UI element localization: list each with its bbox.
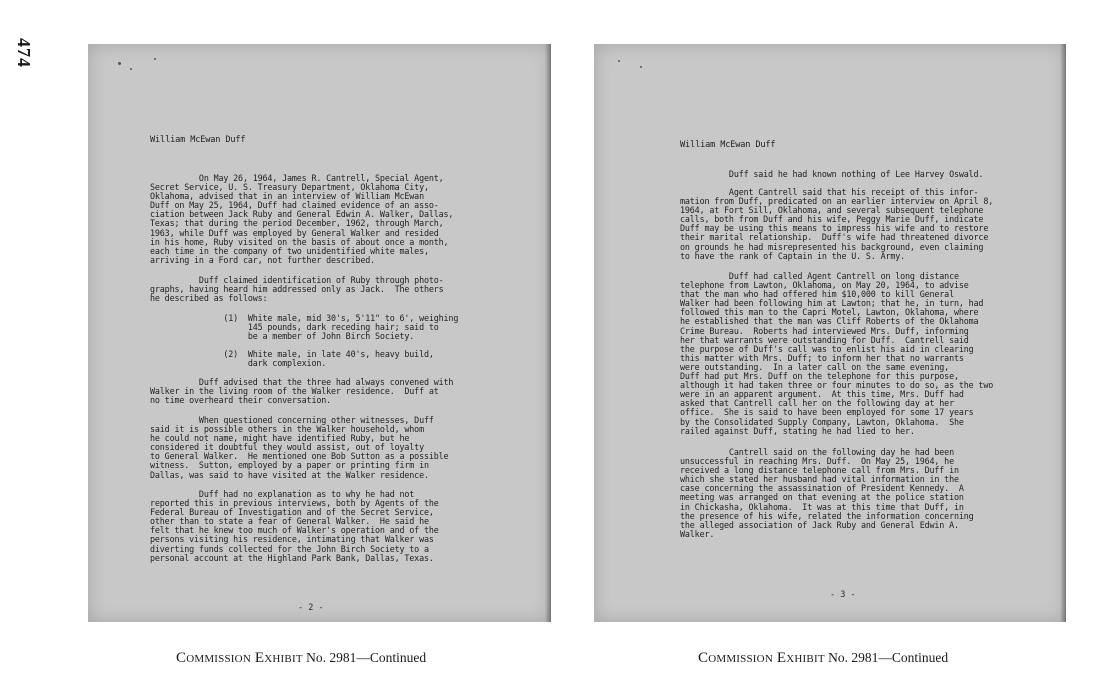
caption-prefix: Commission Exhibit	[176, 650, 303, 666]
paragraph: Duff claimed identification of Ruby through photo- graphs, having heard him addressed only as Jack. The others he described as follows:	[150, 275, 444, 304]
paragraph: When questioned concerning other witnesses, Duff said it is possible others in the Walker household, whom he could not name, might have identified Ruby, but he considered it doubtful they would assist, out of loyalty to General Walker. He mentioned one Bob Sutton as a possible witness. Sutton, employed by a paper or printing firm in Dallas, was said to have visited at the Walker residence.	[150, 415, 449, 480]
page-heading: William McEwan Duff	[150, 135, 246, 145]
scan-speck	[154, 58, 156, 60]
exhibit-caption-left	[176, 650, 426, 667]
left-document-page	[88, 44, 551, 622]
page-footer-number: - 2 -	[298, 603, 324, 613]
paragraph: Duff advised that the three had always convened with Walker in the living room of the Walker residence. Duff at no time overheard their conversation.	[150, 377, 454, 406]
exhibit-page-number: 474	[14, 38, 34, 68]
right-document-page	[594, 44, 1066, 622]
caption-suffix: No. 2981—Continued	[824, 650, 949, 665]
scan-speck	[640, 66, 642, 68]
paragraph: Agent Cantrell said that his receipt of this infor- mation from Duff, predicated on an earlier interview on April 8, 1964, at Fort Sill, Oklahoma, and several subsequent telephone calls, both from Duff and his wife, Peggy Marie Duff, indicate Duff may be using this means to impress his wife and to restore their marital relationship. Duff's wife had threatened divorce on grounds he had misrepresented his background, even claiming to have the rank of Captain in the U. S. Army.	[680, 187, 994, 261]
page-footer-number: - 3 -	[830, 590, 856, 600]
list-item: (1) White male, mid 30's, 5'11" to 6', weighing 145 pounds, dark receding hair; said to be a member of John Birch Society.	[223, 313, 459, 342]
paragraph: Cantrell said on the following day he had been unsuccessful in reaching Mrs. Duff. On May 25, 1964, he received a long distance telephone call from Mrs. Duff in which she stated her husband had vital information in the case concerning the assassination of President Kennedy. A meeting was arranged on that evening at the police station in Chickasha, Oklahoma. It was at this time that Duff, in the presence of his wife, related the information concerning the alleged association of Jack Ruby and General Edwin A. Walker.	[680, 447, 974, 539]
paragraph: Duff had called Agent Cantrell on long distance telephone from Lawton, Oklahoma, on May 20, 1964, to advise that the man who had offered him $10,000 to kill General Walker had been following him at Lawton; that he, in turn, had followed this man to the Capri Motel, Lawton, Oklahoma, where he established that the man was Cliff Roberts of the Oklahoma Crime Bureau. Roberts had interviewed Mrs. Duff, informing her that warrants were outstanding for Duff. Cantrell said the purpose of Duff's call was to enlist his aid in clearing this matter with Mrs. Duff; to inform her that no warrants were outstanding. In a later call on the same evening, Duff had put Mrs. Duff on the telephone for this purpose, although it had taken three or four minutes to do so, as the two were in an apparent argument. At this time, Mrs. Duff had asked that Cantrell call her on the following day at her office. She is said to have been employed for some 17 years by the Consolidated Supply Company, Lawton, Oklahoma. She railed against Duff, stating he had lied to her.	[680, 271, 994, 436]
scan-speck	[618, 60, 620, 62]
scan-speck	[130, 68, 132, 70]
page-heading: William McEwan Duff	[680, 140, 776, 150]
paragraph: Duff had no explanation as to why he had not reported this in previous interviews, both by Agents of the Federal Bureau of Investigation and of the Secret Service, other than to state a fear of General Walker. He said he felt that he knew too much of Walker's operation and of the persons visiting his residence, intimating that Walker was diverting funds collected for the John Birch Society to a personal account at the Highland Park Bank, Dallas, Texas.	[150, 489, 439, 563]
paragraph: On May 26, 1964, James R. Cantrell, Special Agent, Secret Service, U. S. Treasury Department, Oklahoma City, Oklahoma, advised that in an interview of William McEwan Duff on May 25, 1964, Duff had claimed evidence of an asso- ciation between Jack Ruby and General Edwin A. Walker, Dallas, Texas; that during the period December, 1962, through March, 1963, while Duff was employed by General Walker and resided in his home, Ruby visited on the basis of about once a month, each time in the company of two unidentified white males, arriving in a Ford car, not further described.	[150, 173, 454, 265]
caption-suffix: No. 2981—Continued	[302, 650, 427, 665]
scan-speck	[118, 62, 121, 65]
caption-prefix: Commission Exhibit	[698, 650, 825, 666]
paragraph: Duff said he had known nothing of Lee Harvey Oswald.	[680, 169, 984, 179]
exhibit-caption-right	[698, 650, 948, 667]
list-item: (2) White male, in late 40's, heavy build, dark complexion.	[223, 349, 434, 369]
